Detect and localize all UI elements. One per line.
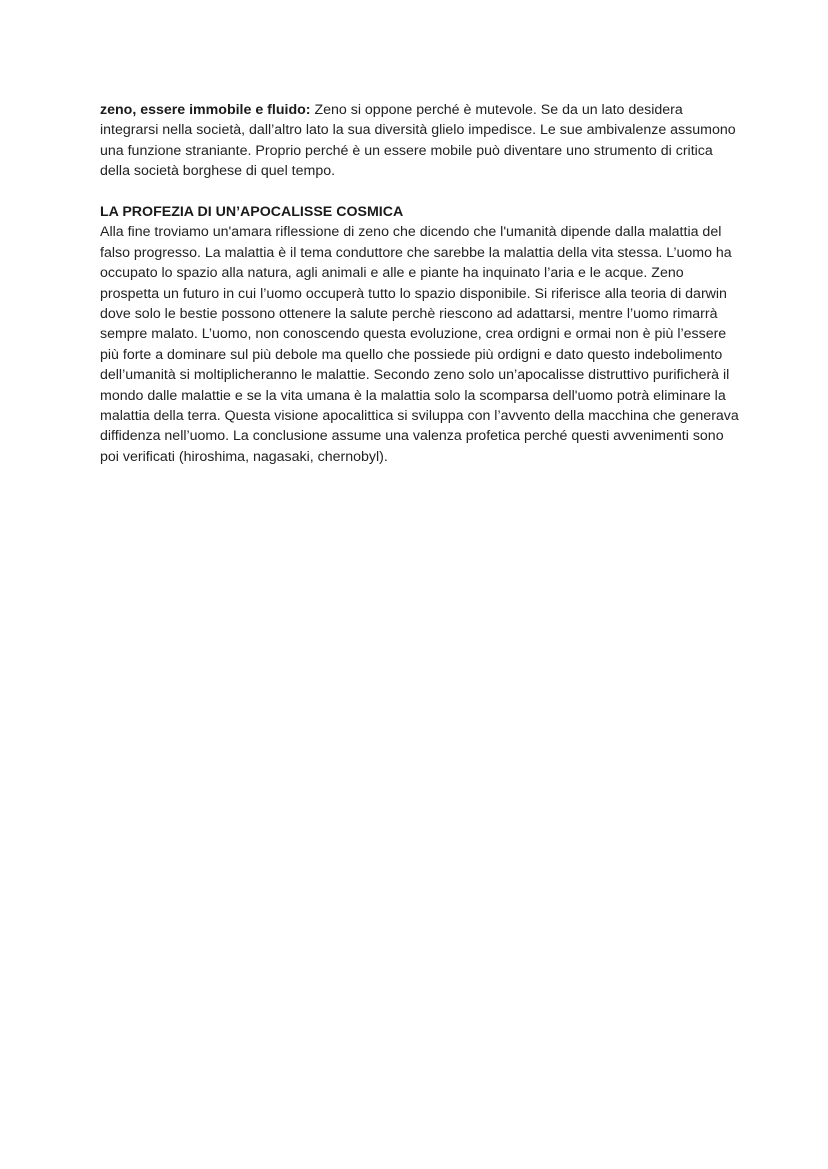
paragraph-body: Zeno si oppone perché è mutevole. Se da un lato desidera integrarsi nella società, dall’altro lato la sua diversità glielo impedisce. Le sue ambivalenze assumono una funzione straniante. Proprio perché è un essere mobile può diventare uno strumento di critica della società borghese di quel tempo. (100, 102, 736, 180)
paragraph-lead: zeno, essere immobile e fluido: (100, 102, 311, 118)
paragraph-zeno (100, 100, 740, 182)
section-heading: LA PROFEZIA DI UN’APOCALISSE COSMICA (100, 204, 404, 221)
paragraph-apocalisse: Alla fine troviamo un'amara riflessione di zeno che dicendo che l'umanità dipende dalla malattia del falso progresso. La malattia è il tema conduttore che sarebbe la malattia della vita stessa. L’uomo ha occupato lo spazio alla natura, agli animali e alle e piante ha inquinato l’aria e le acque. Zeno prospetta un futuro in cui l’uomo occuperà tutto lo spazio disponibile. Si riferisce alla teoria di darwin dove solo le bestie possono ottenere la salute perchè riescono ad adattarsi, mentre l’uomo rimarrà sempre malato. L’uomo, non conoscendo questa evoluzione, crea ordigni e ormai non è più l’essere più forte a dominare sul più debole ma quello che possiede più ordigni e dato questo indebolimento dell’umanità si moltiplicheranno le malattie. Secondo zeno solo un’apocalisse distruttivo purificherà il mondo dalle malattie e se la vita umana è la malattia solo la scomparsa dell'uomo potrà eliminare la malattia della terra. Questa visione apocalittica si sviluppa con l’avvento della macchina che generava diffidenza nell’uomo. La conclusione assume una valenza profetica perché questi avvenimenti sono poi verificati (hiroshima, nagasaki, chernobyl). (100, 224, 739, 465)
document-content (100, 100, 740, 467)
